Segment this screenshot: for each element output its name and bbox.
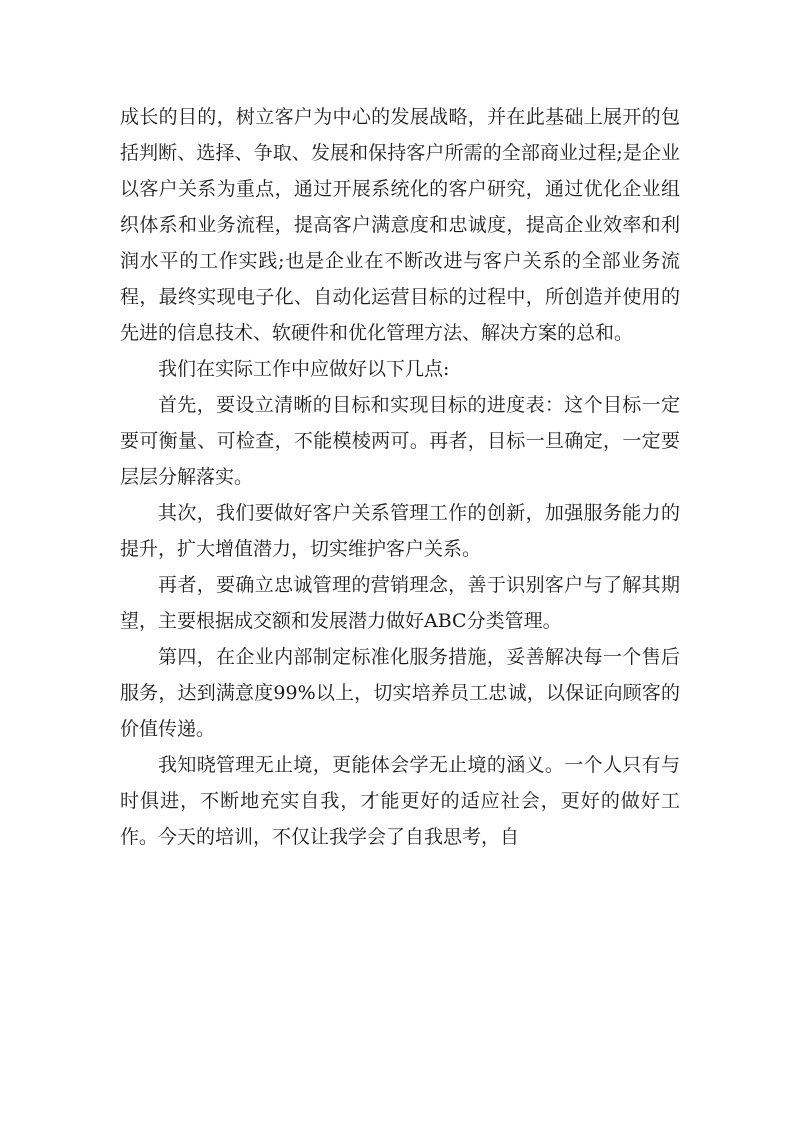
paragraph-4: 其次，我们要做好客户关系管理工作的创新，加强服务能力的提升，扩大增值潜力，切实维护客户关系。 (120, 502, 680, 560)
paragraph-7: 我知晓管理无止境，更能体会学无止境的涵义。一个人只有与时俱进，不断地充实自我，才能更好的适应社会，更好的做好工作。今天的培训，不仅让我学会了自我思考，自 (120, 754, 680, 848)
paragraph-5: 再者，要确立忠诚管理的营销理念，善于识别客户与了解其期望，主要根据成交额和发展潜力做好ABC分类管理。 (120, 574, 680, 632)
paragraph-2: 我们在实际工作中应做好以下几点: (158, 358, 450, 380)
paragraph-6: 第四，在企业内部制定标准化服务措施，妥善解决每一个售后服务，达到满意度99%以上，切实培养员工忠诚，以保证向顾客的价值传递。 (120, 646, 680, 740)
document-body (120, 99, 680, 855)
paragraph-1: 成长的目的，树立客户为中心的发展战略，并在此基础上展开的包括判断、选择、争取、发展和保持客户所需的全部商业过程;是企业以客户关系为重点，通过开展系统化的客户研究，通过优化企业组织体系和业务流程，提高客户满意度和忠诚度，提高企业效率和利润水平的工作实践;也是企业在不断改进与客户关系的全部业务流程，最终实现电子化、自动化运营目标的过程中，所创造并使用的先进的信息技术、软硬件和优化管理方法、解决方案的总和。 (120, 106, 680, 344)
paragraph-3: 首先，要设立清晰的目标和实现目标的进度表：这个目标一定要可衡量、可检查，不能模棱两可。再者，目标一旦确定，一定要层层分解落实。 (120, 394, 680, 488)
